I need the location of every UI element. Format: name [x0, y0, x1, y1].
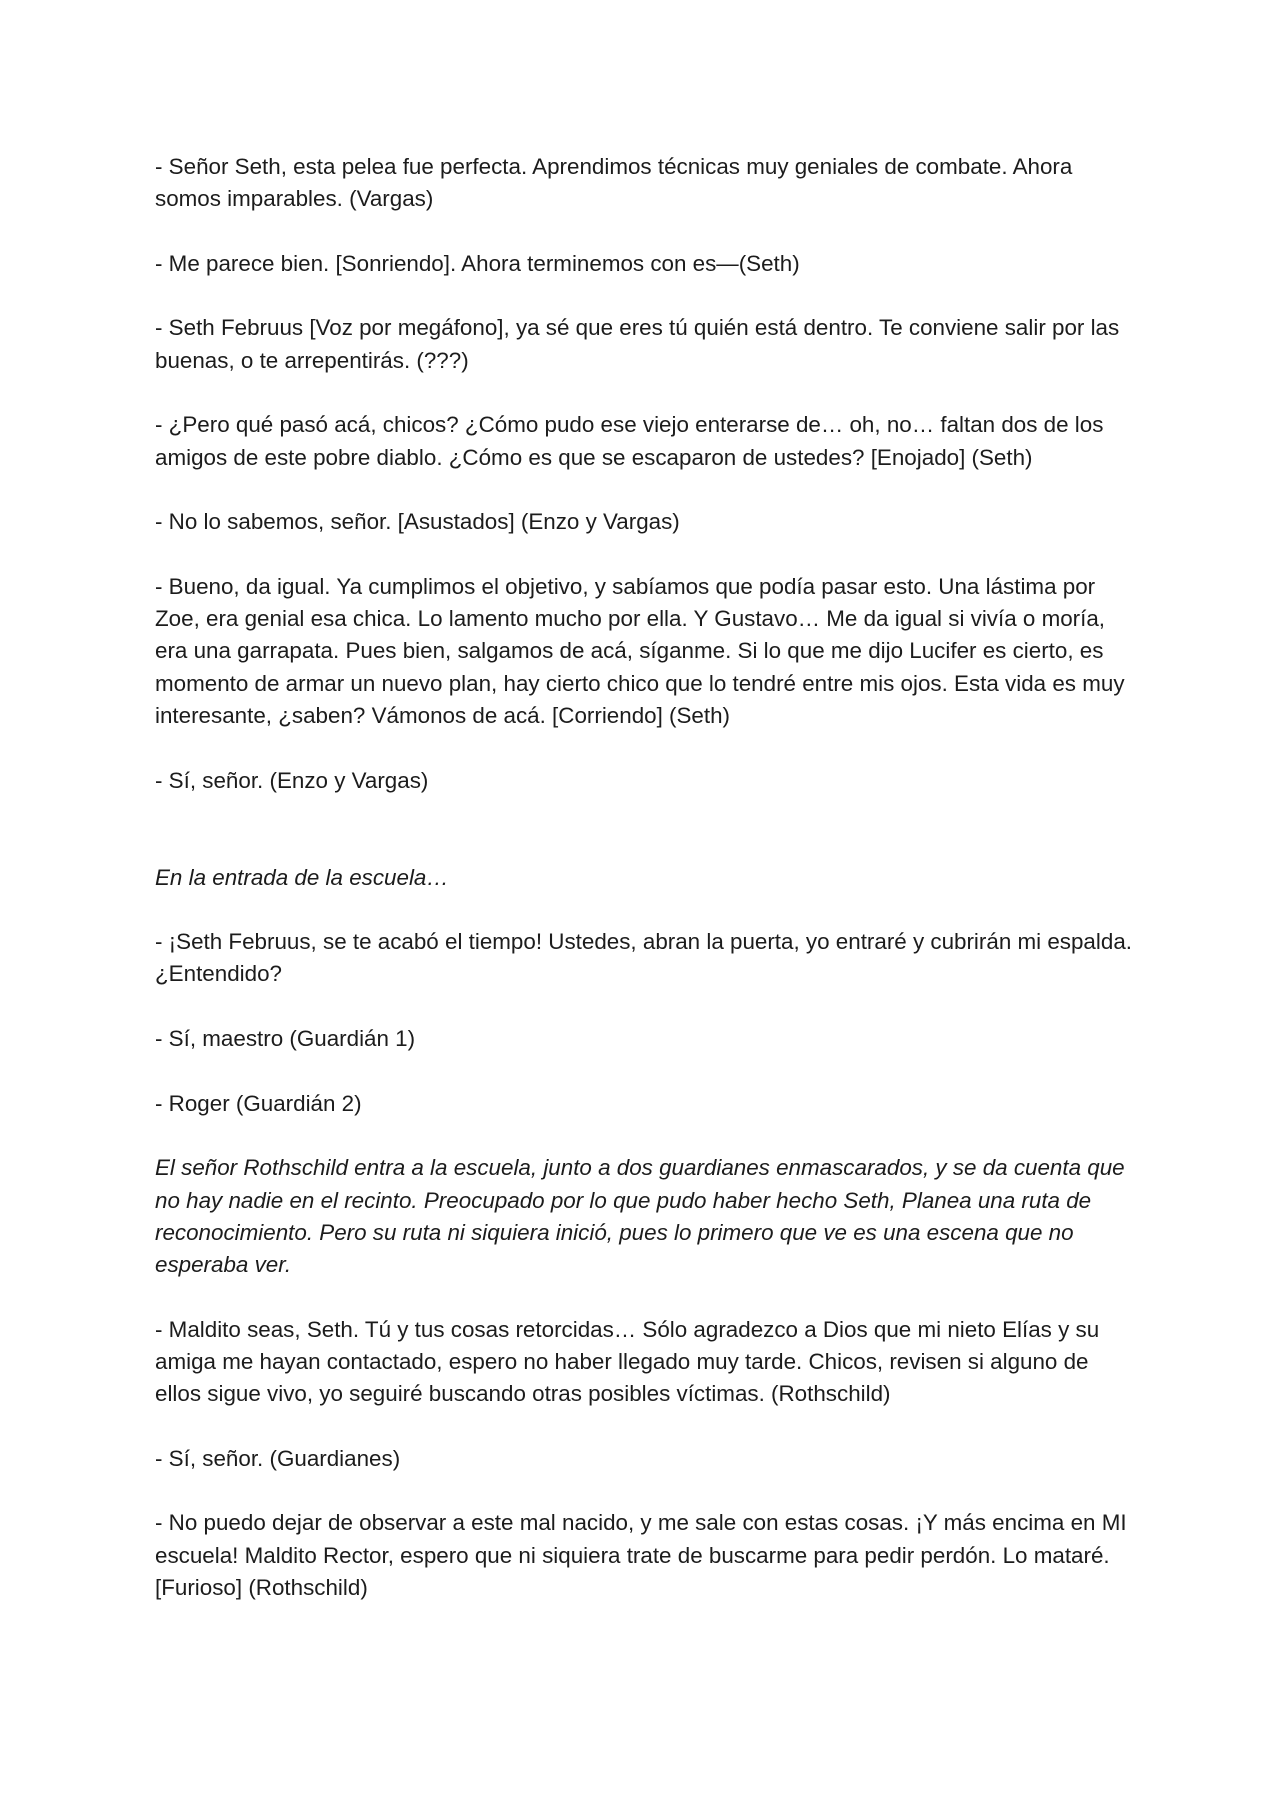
paragraph-5: - No lo sabemos, señor. [Asustados] (Enzo y Vargas) — [155, 509, 680, 535]
paragraph-15: - No puedo dejar de observar a este mal nacido, y me sale con estas cosas. ¡Y más encima en MI escuela! Maldito Rector, espero que ni siquiera trate de buscarme para pedir perdón. Lo mataré. [Furioso] (Rothschild) — [155, 1510, 1127, 1601]
paragraph-1: - Señor Seth, esta pelea fue perfecta. Aprendimos técnicas muy geniales de combate. Ahora somos imparables. (Vargas) — [155, 154, 1073, 212]
paragraph-3: - Seth Februus [Voz por megáfono], ya sé que eres tú quién está dentro. Te conviene salir por las buenas, o te arrepentirás. (???) — [155, 315, 1120, 373]
paragraph-9: - ¡Seth Februus, se te acabó el tiempo! Ustedes, abran la puerta, yo entraré y cubrirán mi espalda. ¿Entendido? — [155, 929, 1132, 987]
paragraph-7: - Sí, señor. (Enzo y Vargas) — [155, 767, 429, 793]
scene-heading: En la entrada de la escuela… — [155, 864, 449, 890]
narration-paragraph: El señor Rothschild entra a la escuela, junto a dos guardianes enmascarados, y se da cuenta que no hay nadie en el recinto. Preocupado por lo que pudo haber hecho Seth, Planea una ruta de reconocimiento. Pero su ruta ni siquiera inició, pues lo primero que ve es una escena que no esperaba ver. — [155, 1155, 1125, 1278]
paragraph-14: - Sí, señor. (Guardianes) — [155, 1445, 401, 1471]
paragraph-2: - Me parece bien. [Sonriendo]. Ahora terminemos con es—(Seth) — [155, 250, 800, 276]
paragraph-10: - Sí, maestro (Guardián 1) — [155, 1026, 416, 1052]
paragraph-11: - Roger (Guardián 2) — [155, 1090, 362, 1116]
paragraph-6: - Bueno, da igual. Ya cumplimos el objetivo, y sabíamos que podía pasar esto. Una lástima por Zoe, era genial esa chica. Lo lamento mucho por ella. Y Gustavo… Me da igual si vivía o moría, era una garrapata. Pues bien, salgamos de acá, síganme. Si lo que me dijo Lucifer es cierto, es momento de armar un nuevo plan, hay cierto chico que lo tendré entre mis ojos. Esta vida es muy interesante, ¿saben? Vámonos de acá. [Corriendo] (Seth) — [155, 573, 1125, 729]
paragraph-4: - ¿Pero qué pasó acá, chicos? ¿Cómo pudo ese viejo enterarse de… oh, no… faltan dos de los amigos de este pobre diablo. ¿Cómo es que se escaparon de ustedes? [Enojado] (Seth) — [155, 412, 1104, 470]
paragraph-13: - Maldito seas, Seth. Tú y tus cosas retorcidas… Sólo agradezco a Dios que mi nieto Elías y su amiga me hayan contactado, espero no haber llegado muy tarde. Chicos, revisen si alguno de ellos sigue vivo, yo seguiré buscando otras posibles víctimas. (Rothschild) — [155, 1316, 1100, 1407]
document-page — [155, 151, 1135, 1604]
